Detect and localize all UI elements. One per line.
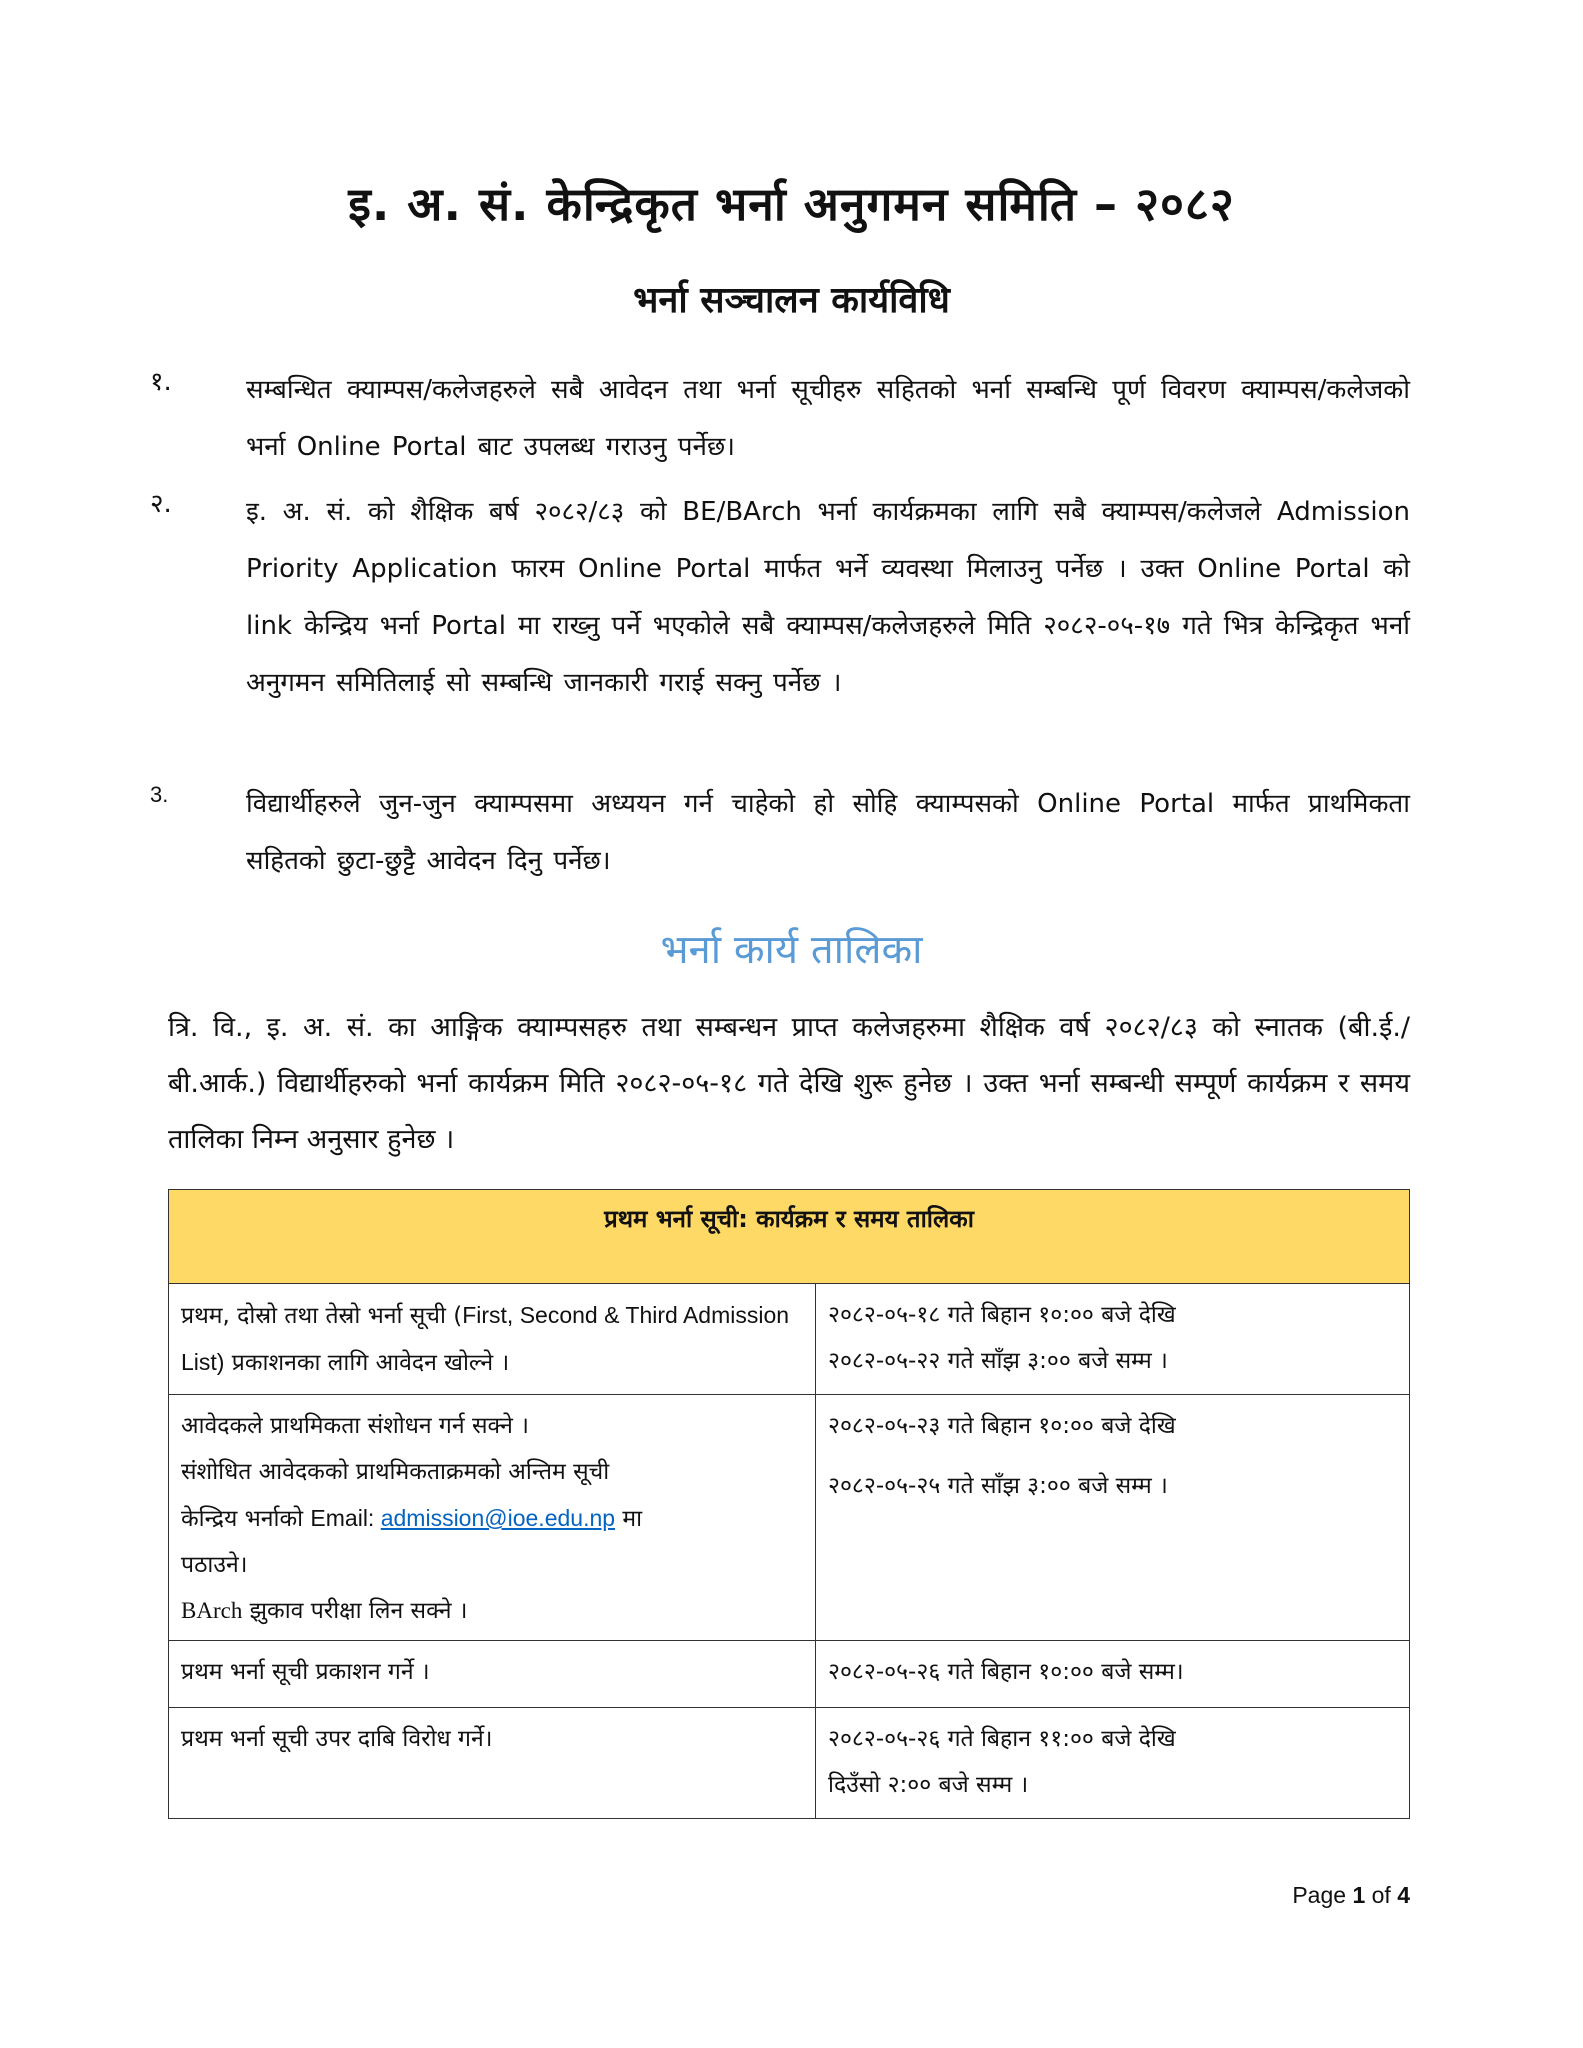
activity-text-part: केन्द्रिय भर्नाको	[181, 1506, 311, 1532]
current-page: 1	[1352, 1882, 1366, 1908]
list-item-text: इ. अ. सं. को शैक्षिक बर्ष २०८२/८३ को BE/BArch भर्ना कार्यक्रमका लागि सबै क्याम्पस/कलेजले Admission Priority Application फारम Online Portal मार्फत भर्ने व्यवस्था मिलाउनु पर्नेछ । उक्त Online Portal को link केन्द्रिय भर्ना Portal मा राख्नु पर्ने भएकोले सबै क्याम्पस/कलेजहरुले मिति २०८२-०५-१७ गते भित्र केन्द्रिकृत भर्ना अनुगमन समितिलाई सो सम्बन्धि जानकारी गराई सक्नु पर्नेछ ।	[246, 497, 1410, 698]
time-text: २०८२-०५-२२ गते साँझ ३:०० बजे सम्म ।	[828, 1348, 1168, 1374]
list-item-text: विद्यार्थीहरुले जुन-जुन क्याम्पसमा अध्ययन गर्न चाहेको हो सोहि क्याम्पसको Online Portal मार्फत प्राथमिकता सहितको छुटा-छुट्टै आवेदन दिनु पर्नेछ।	[246, 789, 1410, 876]
activity-text: पठाउने।	[181, 1552, 248, 1578]
table-row	[169, 1284, 1410, 1395]
list-item	[150, 362, 1410, 476]
activity-text: संशोधित आवेदकको प्राथमिकताक्रमको अन्तिम सूची	[181, 1459, 610, 1485]
activity-text	[181, 1588, 803, 1634]
of-label: of	[1371, 1882, 1391, 1908]
time-text: २०८२-०५-२५ गते साँझ ३:०० बजे सम्म ।	[828, 1473, 1168, 1499]
schedule-table	[168, 1189, 1410, 1819]
email-link[interactable]: admission@ioe.edu.np	[380, 1505, 616, 1531]
activity-text: प्रकाशनका लागि आवेदन खोल्ने ।	[224, 1350, 510, 1376]
section-title: भर्ना कार्य तालिका	[660, 927, 923, 973]
activity-cell: प्रथम भर्ना सूची प्रकाशन गर्ने ।	[169, 1641, 816, 1708]
activity-text-part: मा	[615, 1506, 643, 1532]
email-label: Email:	[310, 1505, 381, 1531]
time-cell	[816, 1395, 1410, 1641]
list-item-number: 3.	[150, 782, 169, 807]
list-item-text: सम्बन्धित क्याम्पस/कलेजहरुले सबै आवेदन तथा भर्ना सूचीहरु सहितको भर्ना सम्बन्धि पूर्ण विवरण क्याम्पस/कलेजको भर्ना Online Portal बाट उपलब्ध गराउनु पर्नेछ।	[246, 375, 1410, 462]
document-subtitle: भर्ना सञ्चालन कार्यविधि	[633, 280, 950, 321]
activity-text	[181, 1495, 803, 1542]
list-item-number: १.	[150, 367, 172, 397]
activity-cell	[169, 1395, 816, 1641]
activity-text-latin: First, Second & Third Admission List)	[181, 1302, 790, 1375]
table-row	[169, 1395, 1410, 1641]
time-text: २०८२-०५-२३ गते बिहान १०:०० बजे देखि	[828, 1413, 1176, 1439]
activity-text: आवेदकले प्राथमिकता संशोधन गर्न सक्ने ।	[181, 1413, 529, 1439]
table-header: प्रथम भर्ना सूची: कार्यक्रम र समय तालिका	[169, 1190, 1410, 1284]
time-cell	[816, 1284, 1410, 1395]
table-row	[169, 1641, 1410, 1708]
time-text: २०८२-०५-२६ गते बिहान ११:०० बजे देखि	[828, 1726, 1176, 1752]
activity-cell: प्रथम भर्ना सूची उपर दाबि विरोध गर्ने।	[169, 1708, 816, 1819]
time-text: दिउँसो २:०० बजे सम्म ।	[828, 1772, 1029, 1798]
intro-paragraph: त्रि. वि., इ. अ. सं. का आङ्गिक क्याम्पसहरु तथा सम्बन्धन प्राप्त कलेजहरुमा शैक्षिक वर्ष २०८२/८३ को स्नातक (बी.ई./ बी.आर्क.) विद्यार्थीहरुको भर्ना कार्यक्रम मिति २०८२-०५-१८ गते देखि शुरू हुनेछ । उक्त भर्ना सम्बन्धी सम्पूर्ण कार्यक्रम र समय तालिका निम्न अनुसार हुनेछ ।	[168, 1012, 1410, 1155]
activity-cell	[169, 1284, 816, 1395]
total-pages: 4	[1397, 1882, 1410, 1908]
document-title: इ. अ. सं. केन्द्रिकृत भर्ना अनुगमन समिति – २०८२	[348, 177, 1235, 231]
list-item	[150, 484, 1410, 712]
table-row	[169, 1708, 1410, 1819]
time-cell: २०८२-०५-२६ गते बिहान १०:०० बजे सम्म।	[816, 1641, 1410, 1708]
activity-text-latin: BArch	[181, 1598, 243, 1623]
activity-text-part: झुकाव परीक्षा लिन सक्ने ।	[242, 1598, 468, 1624]
page-label: Page	[1292, 1882, 1347, 1908]
table-header-row	[169, 1190, 1410, 1284]
time-text: २०८२-०५-१८ गते बिहान १०:०० बजे देखि	[828, 1302, 1176, 1328]
list-item	[150, 776, 1410, 890]
list-item-number: २.	[150, 489, 172, 519]
time-cell	[816, 1708, 1410, 1819]
page-number	[1292, 1882, 1410, 1909]
activity-text: प्रथम, दोस्रो तथा तेस्रो भर्ना सूची (	[181, 1303, 463, 1329]
